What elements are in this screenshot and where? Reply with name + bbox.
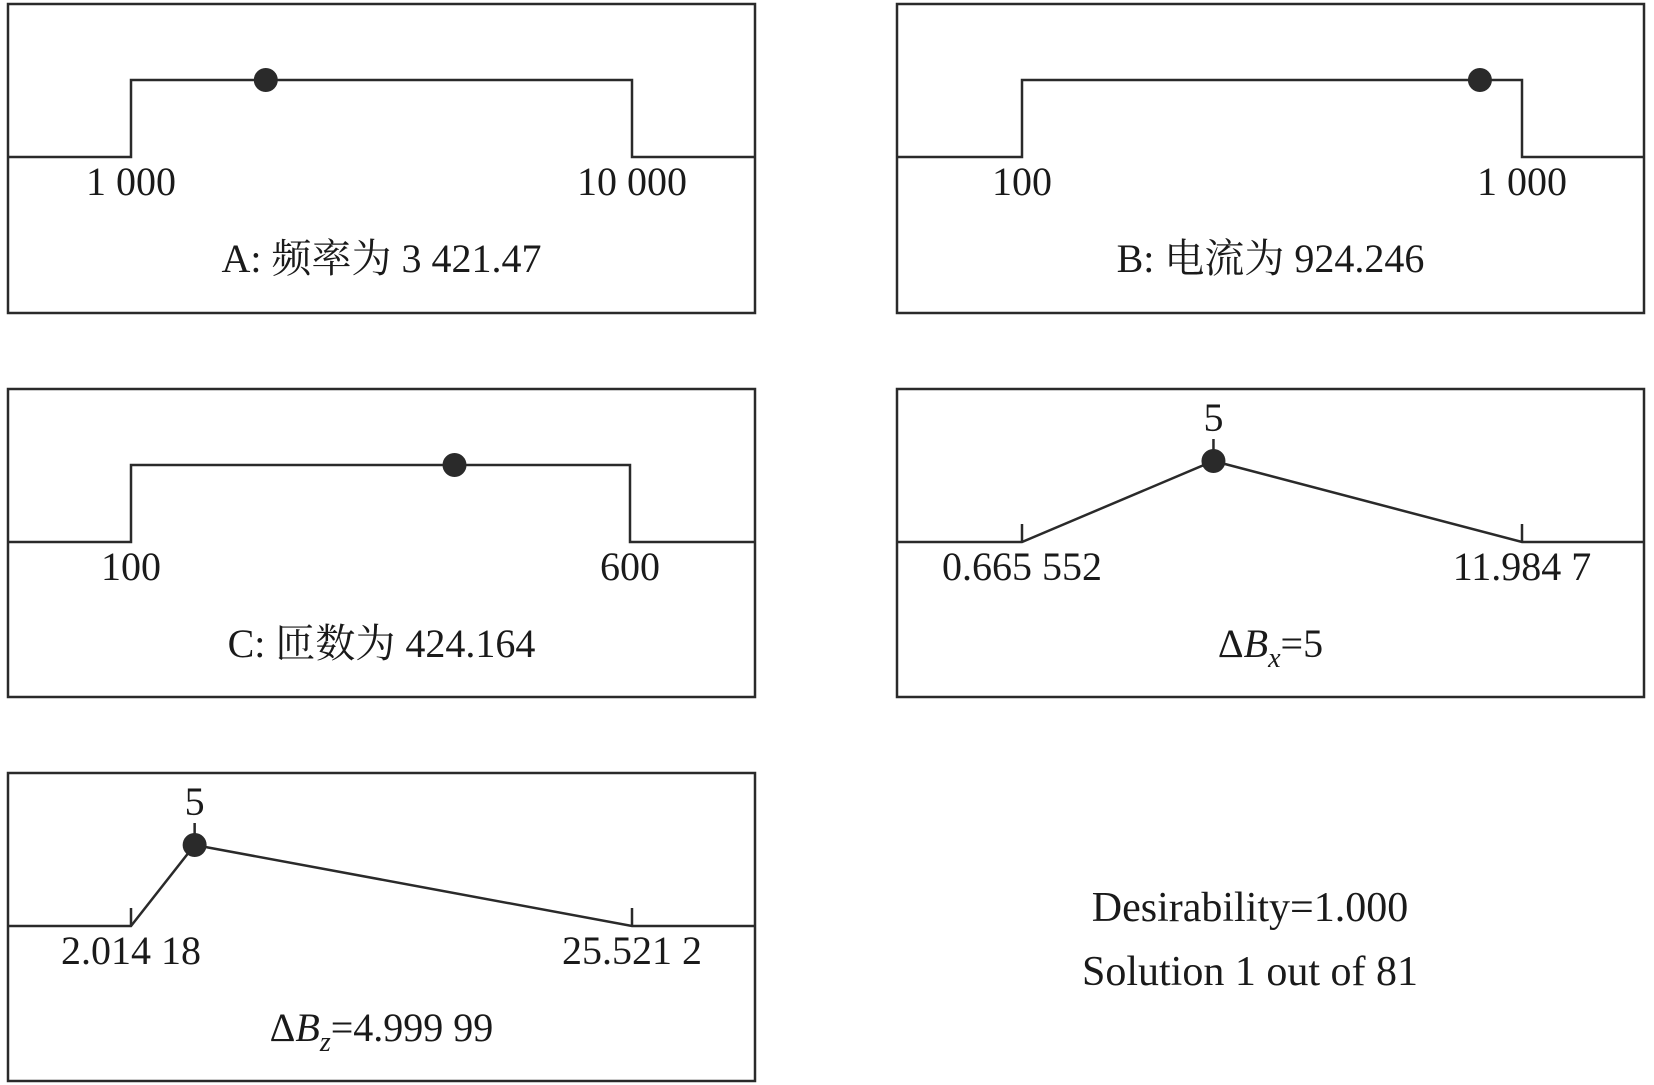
setting-marker-b <box>1468 68 1492 92</box>
panel-title-bz: $\Delta B_z=4.999$ 99 <box>269 1005 494 1058</box>
tick-label-high-c: 600 <box>600 544 660 589</box>
ramp-line-b <box>897 80 1644 157</box>
tick-label-high-bx: 11.984 7 <box>1452 544 1592 589</box>
ramp-line-bx <box>897 461 1644 542</box>
tick-label-high-bz: 25.521 2 <box>562 928 702 973</box>
tick-label-high-a: 10 000 <box>577 159 687 204</box>
setting-marker-bz <box>183 833 207 857</box>
panel-title-c: C: 匝数为 424.164 <box>227 621 536 666</box>
setting-marker-a <box>254 68 278 92</box>
target-label-bz: 5 <box>184 779 205 824</box>
optimization-summary <box>1000 876 1500 1004</box>
tick-label-low-bz: 2.014 18 <box>61 928 201 973</box>
panel-title-b: B: 电流为 924.246 <box>1116 236 1425 281</box>
panel-title-a: A: 频率为 3 421.47 <box>221 236 542 281</box>
tick-label-low-a: 1 000 <box>86 159 176 204</box>
setting-marker-bx <box>1201 449 1225 473</box>
tick-label-low-b: 100 <box>992 159 1052 204</box>
solution-text: Solution 1 out of 81 <box>1081 949 1419 995</box>
ramp-line-bz <box>8 845 755 926</box>
target-label-bx: 5 <box>1203 395 1224 440</box>
setting-marker-c <box>443 453 467 477</box>
tick-label-high-b: 1 000 <box>1477 159 1567 204</box>
tick-label-low-bx: 0.665 552 <box>942 544 1102 589</box>
tick-label-low-c: 100 <box>101 544 161 589</box>
ramp-line-c <box>8 465 755 542</box>
desirability-text: Desirability=1.000 <box>1091 885 1409 931</box>
panel-title-bx: $\Delta B_x=5$ <box>1217 621 1324 674</box>
ramp-line-a <box>8 80 755 157</box>
